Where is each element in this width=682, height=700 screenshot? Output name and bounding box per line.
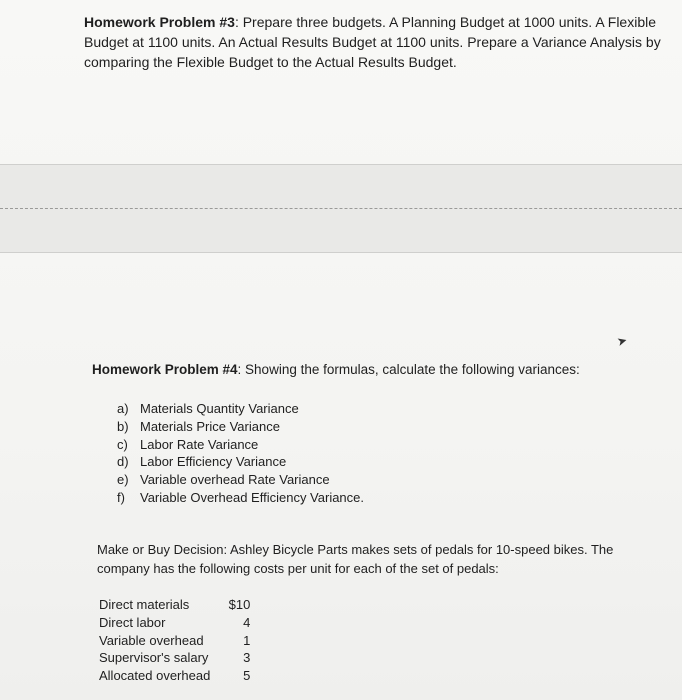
cost-table <box>99 596 254 685</box>
table-row: Direct labor 4 <box>99 614 251 630</box>
answer-area <box>0 164 682 253</box>
problem-3-text: : Prepare three budgets. A Planning Budget at 1000 units. A Flexible Budget at 1100 units. An Actual Results Budget at 1100 units. Prepare a Variance Analysis by comparing the Flexible Budget to the Actual Results Budget. <box>84 14 661 70</box>
problem-3-paragraph <box>84 12 664 72</box>
list-item: e) Variable overhead Rate Variance <box>117 472 330 488</box>
mouse-cursor-icon: ➤ <box>615 332 629 350</box>
problem-4-heading: Homework Problem #4 <box>92 362 238 377</box>
dashed-divider <box>0 208 682 209</box>
problem-3-heading: Homework Problem #3 <box>84 14 235 30</box>
table-row: Supervisor's salary 3 <box>99 650 251 666</box>
table-row: Direct materials $10 <box>99 597 251 612</box>
list-item: b) Materials Price Variance <box>117 418 280 434</box>
list-item: d) Labor Efficiency Variance <box>117 454 287 470</box>
problem-4-text: : Showing the formulas, calculate the following variances: <box>237 362 580 377</box>
list-item: f) Variable Overhead Efficiency Variance. <box>117 489 365 505</box>
problem-4-paragraph <box>92 360 652 380</box>
make-or-buy-paragraph: Make or Buy Decision: Ashley Bicycle Parts makes sets of pedals for 10-speed bikes. The company has the following costs per unit for each of the set of pedals: <box>97 542 614 576</box>
list-item: c) Labor Rate Variance <box>117 436 259 452</box>
table-row: Variable overhead 1 <box>99 632 251 648</box>
list-item: a) Materials Quantity Variance <box>117 401 299 416</box>
variance-list <box>117 400 364 507</box>
table-row: Allocated overhead 5 <box>99 668 251 684</box>
